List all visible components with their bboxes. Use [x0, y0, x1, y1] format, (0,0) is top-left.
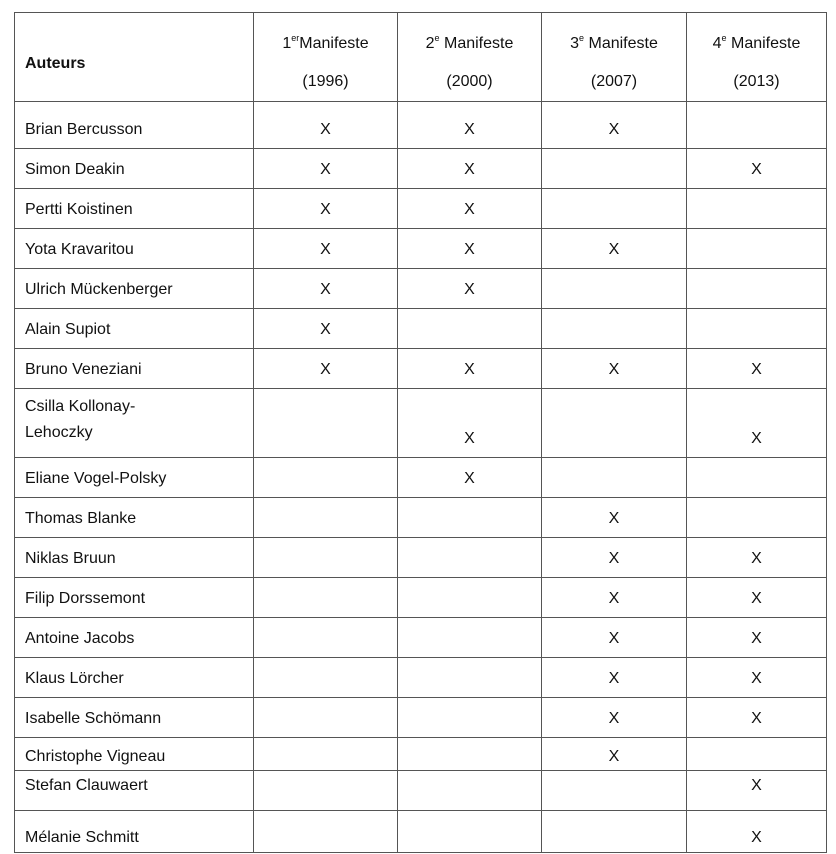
- participation-mark: X: [542, 698, 687, 738]
- participation-mark: X: [398, 389, 542, 458]
- participation-mark: [398, 698, 542, 738]
- column-year: (2013): [733, 73, 780, 90]
- participation-mark: X: [687, 618, 827, 658]
- participation-mark: [398, 538, 542, 578]
- author-name: Pertti Koistinen: [15, 189, 254, 229]
- header-row: [15, 13, 827, 102]
- participation-mark: X: [398, 102, 542, 149]
- table-row: [15, 309, 827, 349]
- participation-mark: [687, 738, 827, 771]
- column-label: Manifeste: [444, 35, 514, 52]
- author-name: Yota Kravaritou: [15, 229, 254, 269]
- participation-mark: [254, 811, 398, 853]
- participation-mark: [687, 269, 827, 309]
- ordinal: 4: [712, 35, 722, 52]
- column-header-3: [542, 13, 687, 102]
- participation-mark: X: [398, 229, 542, 269]
- participation-mark: [398, 309, 542, 349]
- participation-mark: [254, 698, 398, 738]
- participation-mark: X: [687, 349, 827, 389]
- participation-mark: [542, 189, 687, 229]
- participation-mark: [398, 658, 542, 698]
- participation-mark: X: [542, 738, 687, 771]
- participation-mark: [398, 811, 542, 853]
- participation-mark: X: [542, 102, 687, 149]
- participation-mark: X: [398, 149, 542, 189]
- participation-mark: [398, 618, 542, 658]
- participation-mark: X: [254, 349, 398, 389]
- participation-mark: X: [687, 811, 827, 853]
- table-row: [15, 738, 827, 771]
- ordinal: 2: [425, 35, 435, 52]
- participation-mark: [254, 578, 398, 618]
- participation-mark: [687, 458, 827, 498]
- participation-mark: X: [254, 189, 398, 229]
- participation-mark: [254, 618, 398, 658]
- author-name: Csilla Kollonay-Lehoczky: [15, 389, 254, 458]
- author-name: Simon Deakin: [15, 149, 254, 189]
- table-row: [15, 349, 827, 389]
- participation-mark: [254, 538, 398, 578]
- table-row: [15, 698, 827, 738]
- author-name: Niklas Bruun: [15, 538, 254, 578]
- participation-mark: [542, 149, 687, 189]
- participation-mark: [687, 102, 827, 149]
- participation-mark: [398, 498, 542, 538]
- participation-mark: [542, 811, 687, 853]
- author-name: Stefan Clauwaert: [15, 771, 254, 811]
- ordinal-suffix: e: [434, 33, 440, 43]
- participation-mark: X: [542, 229, 687, 269]
- participation-mark: X: [254, 149, 398, 189]
- ordinal: 3: [570, 35, 580, 52]
- participation-mark: [398, 578, 542, 618]
- participation-mark: X: [687, 538, 827, 578]
- column-year: (1996): [302, 73, 349, 90]
- author-name: Klaus Lörcher: [15, 658, 254, 698]
- participation-mark: X: [542, 578, 687, 618]
- participation-mark: X: [687, 698, 827, 738]
- participation-mark: X: [687, 578, 827, 618]
- table-row: [15, 458, 827, 498]
- author-name: Brian Bercusson: [15, 102, 254, 149]
- ordinal-suffix: e: [721, 33, 727, 43]
- participation-mark: [542, 309, 687, 349]
- column-label: Manifeste: [588, 35, 658, 52]
- column-label: Manifeste: [731, 35, 801, 52]
- table-row: [15, 189, 827, 229]
- table-row: [15, 149, 827, 189]
- participation-mark: X: [398, 269, 542, 309]
- author-name: Alain Supiot: [15, 309, 254, 349]
- column-year: (2000): [446, 73, 493, 90]
- ordinal-suffix: e: [579, 33, 585, 43]
- participation-mark: [687, 229, 827, 269]
- author-name: Eliane Vogel-Polsky: [15, 458, 254, 498]
- participation-mark: X: [542, 498, 687, 538]
- manifestes-authors-table: [14, 12, 827, 853]
- author-name: Bruno Veneziani: [15, 349, 254, 389]
- author-name: Antoine Jacobs: [15, 618, 254, 658]
- participation-mark: [254, 771, 398, 811]
- participation-mark: X: [398, 458, 542, 498]
- author-name: Mélanie Schmitt: [15, 811, 254, 853]
- participation-mark: X: [254, 229, 398, 269]
- table-row: [15, 102, 827, 149]
- participation-mark: [254, 738, 398, 771]
- participation-mark: X: [687, 771, 827, 811]
- ordinal-suffix: er: [291, 33, 300, 43]
- ordinal: 1: [282, 35, 292, 52]
- column-label: Manifeste: [299, 35, 369, 52]
- author-name: Ulrich Mückenberger: [15, 269, 254, 309]
- column-year: (2007): [590, 73, 638, 90]
- participation-mark: [542, 269, 687, 309]
- author-name: Thomas Blanke: [15, 498, 254, 538]
- participation-mark: [254, 658, 398, 698]
- participation-mark: [542, 771, 687, 811]
- participation-mark: [687, 309, 827, 349]
- participation-mark: [254, 458, 398, 498]
- authors-header: Auteurs: [15, 13, 254, 102]
- column-header-2: [398, 13, 542, 102]
- author-name: Filip Dorssemont: [15, 578, 254, 618]
- participation-mark: X: [542, 618, 687, 658]
- table-row: [15, 771, 827, 811]
- table-row: [15, 658, 827, 698]
- table-row: [15, 811, 827, 853]
- table-row: [15, 389, 827, 458]
- table-row: [15, 618, 827, 658]
- participation-mark: X: [542, 349, 687, 389]
- table-row: [15, 498, 827, 538]
- column-header-4: [687, 13, 827, 102]
- participation-mark: X: [542, 658, 687, 698]
- participation-mark: [254, 389, 398, 458]
- participation-mark: X: [687, 658, 827, 698]
- table-row: [15, 269, 827, 309]
- participation-mark: X: [542, 538, 687, 578]
- author-name: Christophe Vigneau: [15, 738, 254, 771]
- participation-mark: [687, 498, 827, 538]
- participation-mark: [398, 738, 542, 771]
- participation-mark: [398, 771, 542, 811]
- participation-mark: X: [254, 309, 398, 349]
- participation-mark: [687, 189, 827, 229]
- participation-mark: X: [687, 149, 827, 189]
- table-row: [15, 578, 827, 618]
- participation-mark: [254, 498, 398, 538]
- participation-mark: X: [254, 102, 398, 149]
- table-row: [15, 538, 827, 578]
- column-header-1: [254, 13, 398, 102]
- participation-mark: X: [398, 189, 542, 229]
- participation-mark: [542, 458, 687, 498]
- table-row: [15, 229, 827, 269]
- participation-mark: [542, 389, 687, 458]
- author-name: Isabelle Schömann: [15, 698, 254, 738]
- participation-mark: X: [254, 269, 398, 309]
- participation-mark: X: [398, 349, 542, 389]
- participation-mark: X: [687, 389, 827, 458]
